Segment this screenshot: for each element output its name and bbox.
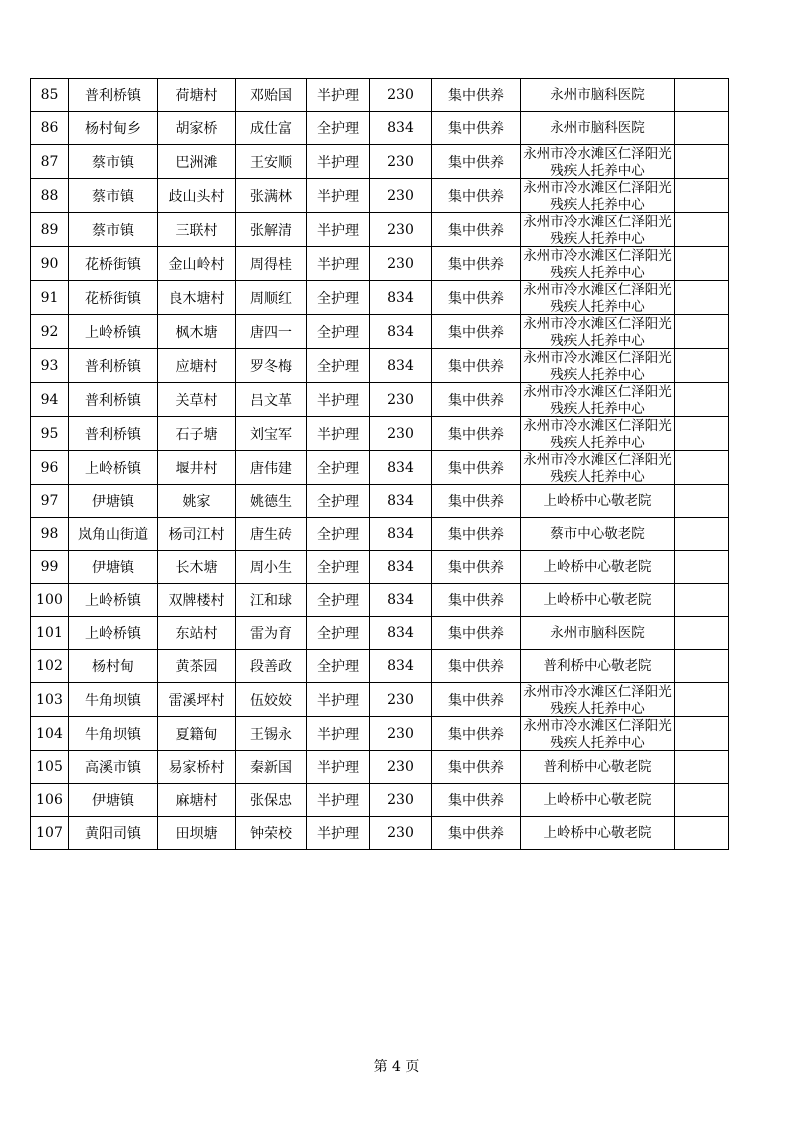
note-cell <box>675 315 729 349</box>
care-level-cell: 半护理 <box>307 817 370 850</box>
town-cell: 上岭桥镇 <box>69 617 158 650</box>
support-mode-cell: 集中供养 <box>432 817 521 850</box>
town-cell: 高溪市镇 <box>69 751 158 784</box>
note-cell <box>675 518 729 551</box>
name-cell: 唐生砖 <box>236 518 307 551</box>
facility-text: 永州市冷水滩区仁泽阳光残疾人托养中心 <box>523 146 672 178</box>
care-level-cell: 全护理 <box>307 650 370 683</box>
facility-cell <box>521 417 675 451</box>
facility-text: 上岭桥中心敬老院 <box>543 824 652 841</box>
town-cell: 岚角山街道 <box>69 518 158 551</box>
care-level-cell: 全护理 <box>307 617 370 650</box>
village-cell: 荷塘村 <box>158 79 236 112</box>
support-mode-cell: 集中供养 <box>432 717 521 751</box>
care-level-cell: 半护理 <box>307 179 370 213</box>
name-cell: 雷为育 <box>236 617 307 650</box>
town-cell: 上岭桥镇 <box>69 315 158 349</box>
note-cell <box>675 247 729 281</box>
facility-text: 永州市冷水滩区仁泽阳光残疾人托养中心 <box>523 384 672 416</box>
facility-cell <box>521 281 675 315</box>
support-mode-cell: 集中供养 <box>432 179 521 213</box>
amount-cell: 834 <box>370 551 432 584</box>
facility-cell <box>521 383 675 417</box>
town-cell: 杨村甸 <box>69 650 158 683</box>
table-row <box>31 383 729 417</box>
support-mode-cell: 集中供养 <box>432 417 521 451</box>
amount-cell: 230 <box>370 247 432 281</box>
name-cell: 张保忠 <box>236 784 307 817</box>
village-cell: 长木塘 <box>158 551 236 584</box>
facility-text: 永州市冷水滩区仁泽阳光残疾人托养中心 <box>523 180 672 212</box>
name-cell: 段善政 <box>236 650 307 683</box>
town-cell: 伊塘镇 <box>69 551 158 584</box>
village-cell: 双牌楼村 <box>158 584 236 617</box>
care-level-cell: 全护理 <box>307 281 370 315</box>
table-row <box>31 784 729 817</box>
support-mode-cell: 集中供养 <box>432 383 521 417</box>
village-cell: 歧山头村 <box>158 179 236 213</box>
village-cell: 巴洲滩 <box>158 145 236 179</box>
town-cell: 牛角坝镇 <box>69 683 158 717</box>
village-cell: 易家桥村 <box>158 751 236 784</box>
row-number-cell: 88 <box>31 179 69 213</box>
table-row <box>31 349 729 383</box>
note-cell <box>675 584 729 617</box>
note-cell <box>675 650 729 683</box>
row-number-cell: 86 <box>31 112 69 145</box>
table-row <box>31 518 729 551</box>
name-cell: 周顺红 <box>236 281 307 315</box>
amount-cell: 834 <box>370 451 432 485</box>
row-number-cell: 87 <box>31 145 69 179</box>
care-level-cell: 全护理 <box>307 349 370 383</box>
town-cell: 蔡市镇 <box>69 179 158 213</box>
town-cell: 黄阳司镇 <box>69 817 158 850</box>
row-number-cell: 95 <box>31 417 69 451</box>
care-level-cell: 半护理 <box>307 383 370 417</box>
facility-text: 永州市冷水滩区仁泽阳光残疾人托养中心 <box>523 214 672 246</box>
town-cell: 上岭桥镇 <box>69 451 158 485</box>
table-row <box>31 213 729 247</box>
facility-text: 永州市脑科医院 <box>550 624 645 641</box>
facility-text: 永州市冷水滩区仁泽阳光残疾人托养中心 <box>523 718 672 750</box>
care-level-cell: 全护理 <box>307 518 370 551</box>
facility-cell <box>521 145 675 179</box>
name-cell: 周小生 <box>236 551 307 584</box>
care-level-cell: 半护理 <box>307 145 370 179</box>
amount-cell: 834 <box>370 584 432 617</box>
village-cell: 堰井村 <box>158 451 236 485</box>
note-cell <box>675 179 729 213</box>
note-cell <box>675 717 729 751</box>
name-cell: 张解清 <box>236 213 307 247</box>
row-number-cell: 85 <box>31 79 69 112</box>
town-cell: 伊塘镇 <box>69 485 158 518</box>
town-cell: 牛角坝镇 <box>69 717 158 751</box>
name-cell: 江和球 <box>236 584 307 617</box>
care-level-cell: 全护理 <box>307 584 370 617</box>
support-mode-cell: 集中供养 <box>432 485 521 518</box>
facility-text: 永州市冷水滩区仁泽阳光残疾人托养中心 <box>523 684 672 716</box>
name-cell: 钟荣校 <box>236 817 307 850</box>
row-number-cell: 93 <box>31 349 69 383</box>
support-mode-cell: 集中供养 <box>432 518 521 551</box>
name-cell: 王锡永 <box>236 717 307 751</box>
table-row <box>31 417 729 451</box>
facility-text: 永州市脑科医院 <box>550 119 645 136</box>
facility-cell <box>521 349 675 383</box>
care-level-cell: 半护理 <box>307 717 370 751</box>
page-footer: 第 4 页 <box>373 1059 420 1075</box>
facility-cell <box>521 315 675 349</box>
facility-cell <box>521 79 675 112</box>
name-cell: 唐四一 <box>236 315 307 349</box>
row-number-cell: 99 <box>31 551 69 584</box>
town-cell: 普利桥镇 <box>69 383 158 417</box>
table-row <box>31 247 729 281</box>
name-cell: 唐伟建 <box>236 451 307 485</box>
note-cell <box>675 817 729 850</box>
village-cell: 关草村 <box>158 383 236 417</box>
amount-cell: 230 <box>370 179 432 213</box>
table-row <box>31 451 729 485</box>
facility-text: 上岭桥中心敬老院 <box>543 591 652 608</box>
row-number-cell: 103 <box>31 683 69 717</box>
row-number-cell: 98 <box>31 518 69 551</box>
note-cell <box>675 417 729 451</box>
town-cell: 花桥街镇 <box>69 281 158 315</box>
facility-cell <box>521 617 675 650</box>
support-mode-cell: 集中供养 <box>432 213 521 247</box>
table-row <box>31 584 729 617</box>
village-cell: 田坝塘 <box>158 817 236 850</box>
facility-cell <box>521 584 675 617</box>
facility-text: 普利桥中心敬老院 <box>543 758 652 775</box>
name-cell: 伍姣姣 <box>236 683 307 717</box>
row-number-cell: 92 <box>31 315 69 349</box>
village-cell: 应塘村 <box>158 349 236 383</box>
facility-text: 永州市冷水滩区仁泽阳光残疾人托养中心 <box>523 418 672 450</box>
facility-cell <box>521 518 675 551</box>
amount-cell: 230 <box>370 213 432 247</box>
support-mode-cell: 集中供养 <box>432 112 521 145</box>
support-mode-cell: 集中供养 <box>432 451 521 485</box>
table-row <box>31 145 729 179</box>
support-mode-cell: 集中供养 <box>432 650 521 683</box>
facility-cell <box>521 751 675 784</box>
village-cell: 姚家 <box>158 485 236 518</box>
amount-cell: 230 <box>370 383 432 417</box>
amount-cell: 834 <box>370 281 432 315</box>
village-cell: 黄茶园 <box>158 650 236 683</box>
town-cell: 杨村甸乡 <box>69 112 158 145</box>
care-level-cell: 全护理 <box>307 485 370 518</box>
note-cell <box>675 485 729 518</box>
amount-cell: 834 <box>370 518 432 551</box>
note-cell <box>675 551 729 584</box>
row-number-cell: 97 <box>31 485 69 518</box>
row-number-cell: 94 <box>31 383 69 417</box>
support-mode-cell: 集中供养 <box>432 683 521 717</box>
name-cell: 邓贻国 <box>236 79 307 112</box>
town-cell: 普利桥镇 <box>69 349 158 383</box>
town-cell: 蔡市镇 <box>69 213 158 247</box>
village-cell: 良木塘村 <box>158 281 236 315</box>
row-number-cell: 101 <box>31 617 69 650</box>
support-mode-cell: 集中供养 <box>432 751 521 784</box>
support-mode-cell: 集中供养 <box>432 584 521 617</box>
row-number-cell: 102 <box>31 650 69 683</box>
note-cell <box>675 281 729 315</box>
care-level-cell: 半护理 <box>307 79 370 112</box>
table-row <box>31 485 729 518</box>
row-number-cell: 107 <box>31 817 69 850</box>
table-body <box>31 79 729 850</box>
name-cell: 周得桂 <box>236 247 307 281</box>
amount-cell: 834 <box>370 485 432 518</box>
name-cell: 姚德生 <box>236 485 307 518</box>
village-cell: 三联村 <box>158 213 236 247</box>
support-mode-cell: 集中供养 <box>432 349 521 383</box>
care-level-cell: 半护理 <box>307 213 370 247</box>
support-mode-cell: 集中供养 <box>432 281 521 315</box>
care-level-cell: 全护理 <box>307 112 370 145</box>
village-cell: 胡家桥 <box>158 112 236 145</box>
facility-cell <box>521 247 675 281</box>
town-cell: 伊塘镇 <box>69 784 158 817</box>
note-cell <box>675 784 729 817</box>
amount-cell: 834 <box>370 617 432 650</box>
amount-cell: 230 <box>370 784 432 817</box>
facility-text: 永州市脑科医院 <box>550 86 645 103</box>
data-table <box>30 78 729 850</box>
village-cell: 杨司江村 <box>158 518 236 551</box>
care-level-cell: 半护理 <box>307 417 370 451</box>
care-level-cell: 半护理 <box>307 247 370 281</box>
note-cell <box>675 451 729 485</box>
support-mode-cell: 集中供养 <box>432 145 521 179</box>
row-number-cell: 91 <box>31 281 69 315</box>
amount-cell: 230 <box>370 751 432 784</box>
town-cell: 普利桥镇 <box>69 79 158 112</box>
note-cell <box>675 751 729 784</box>
support-mode-cell: 集中供养 <box>432 617 521 650</box>
note-cell <box>675 79 729 112</box>
row-number-cell: 105 <box>31 751 69 784</box>
facility-text: 永州市冷水滩区仁泽阳光残疾人托养中心 <box>523 350 672 382</box>
care-level-cell: 全护理 <box>307 551 370 584</box>
table-row <box>31 112 729 145</box>
amount-cell: 230 <box>370 145 432 179</box>
name-cell: 罗冬梅 <box>236 349 307 383</box>
amount-cell: 834 <box>370 650 432 683</box>
facility-cell <box>521 784 675 817</box>
care-level-cell: 半护理 <box>307 751 370 784</box>
amount-cell: 230 <box>370 683 432 717</box>
town-cell: 蔡市镇 <box>69 145 158 179</box>
facility-cell <box>521 717 675 751</box>
table-row <box>31 751 729 784</box>
note-cell <box>675 112 729 145</box>
village-cell: 金山岭村 <box>158 247 236 281</box>
facility-cell <box>521 817 675 850</box>
row-number-cell: 96 <box>31 451 69 485</box>
amount-cell: 834 <box>370 349 432 383</box>
note-cell <box>675 213 729 247</box>
facility-cell <box>521 485 675 518</box>
table-row <box>31 617 729 650</box>
note-cell <box>675 349 729 383</box>
table-row <box>31 315 729 349</box>
note-cell <box>675 683 729 717</box>
town-cell: 上岭桥镇 <box>69 584 158 617</box>
support-mode-cell: 集中供养 <box>432 315 521 349</box>
village-cell: 东站村 <box>158 617 236 650</box>
support-mode-cell: 集中供养 <box>432 551 521 584</box>
facility-cell <box>521 683 675 717</box>
table-row <box>31 650 729 683</box>
name-cell: 刘宝军 <box>236 417 307 451</box>
care-level-cell: 全护理 <box>307 315 370 349</box>
village-cell: 雷溪坪村 <box>158 683 236 717</box>
note-cell <box>675 145 729 179</box>
amount-cell: 230 <box>370 417 432 451</box>
facility-cell <box>521 213 675 247</box>
village-cell: 麻塘村 <box>158 784 236 817</box>
table-row <box>31 717 729 751</box>
name-cell: 王安顺 <box>236 145 307 179</box>
facility-cell <box>521 551 675 584</box>
amount-cell: 834 <box>370 112 432 145</box>
table-row <box>31 179 729 213</box>
facility-text: 上岭桥中心敬老院 <box>543 492 652 509</box>
facility-text: 上岭桥中心敬老院 <box>543 558 652 575</box>
row-number-cell: 106 <box>31 784 69 817</box>
table-row <box>31 79 729 112</box>
facility-cell <box>521 650 675 683</box>
facility-cell <box>521 451 675 485</box>
facility-cell <box>521 112 675 145</box>
facility-text: 永州市冷水滩区仁泽阳光残疾人托养中心 <box>523 248 672 280</box>
row-number-cell: 100 <box>31 584 69 617</box>
name-cell: 成仕富 <box>236 112 307 145</box>
name-cell: 吕文革 <box>236 383 307 417</box>
table-row <box>31 551 729 584</box>
name-cell: 张满林 <box>236 179 307 213</box>
facility-text: 永州市冷水滩区仁泽阳光残疾人托养中心 <box>523 452 672 484</box>
support-mode-cell: 集中供养 <box>432 79 521 112</box>
note-cell <box>675 617 729 650</box>
row-number-cell: 90 <box>31 247 69 281</box>
table-row <box>31 683 729 717</box>
note-cell <box>675 383 729 417</box>
town-cell: 花桥街镇 <box>69 247 158 281</box>
row-number-cell: 89 <box>31 213 69 247</box>
care-level-cell: 半护理 <box>307 784 370 817</box>
amount-cell: 230 <box>370 817 432 850</box>
facility-text: 永州市冷水滩区仁泽阳光残疾人托养中心 <box>523 282 672 314</box>
amount-cell: 230 <box>370 79 432 112</box>
village-cell: 石子塘 <box>158 417 236 451</box>
support-mode-cell: 集中供养 <box>432 784 521 817</box>
amount-cell: 230 <box>370 717 432 751</box>
facility-text: 上岭桥中心敬老院 <box>543 791 652 808</box>
care-level-cell: 半护理 <box>307 683 370 717</box>
town-cell: 普利桥镇 <box>69 417 158 451</box>
table-row <box>31 281 729 315</box>
name-cell: 秦新国 <box>236 751 307 784</box>
facility-text: 永州市冷水滩区仁泽阳光残疾人托养中心 <box>523 316 672 348</box>
row-number-cell: 104 <box>31 717 69 751</box>
care-level-cell: 全护理 <box>307 451 370 485</box>
table-row <box>31 817 729 850</box>
village-cell: 枫木塘 <box>158 315 236 349</box>
facility-text: 普利桥中心敬老院 <box>543 657 652 674</box>
village-cell: 夏籍甸 <box>158 717 236 751</box>
facility-cell <box>521 179 675 213</box>
amount-cell: 834 <box>370 315 432 349</box>
support-mode-cell: 集中供养 <box>432 247 521 281</box>
facility-text: 蔡市中心敬老院 <box>550 525 645 542</box>
